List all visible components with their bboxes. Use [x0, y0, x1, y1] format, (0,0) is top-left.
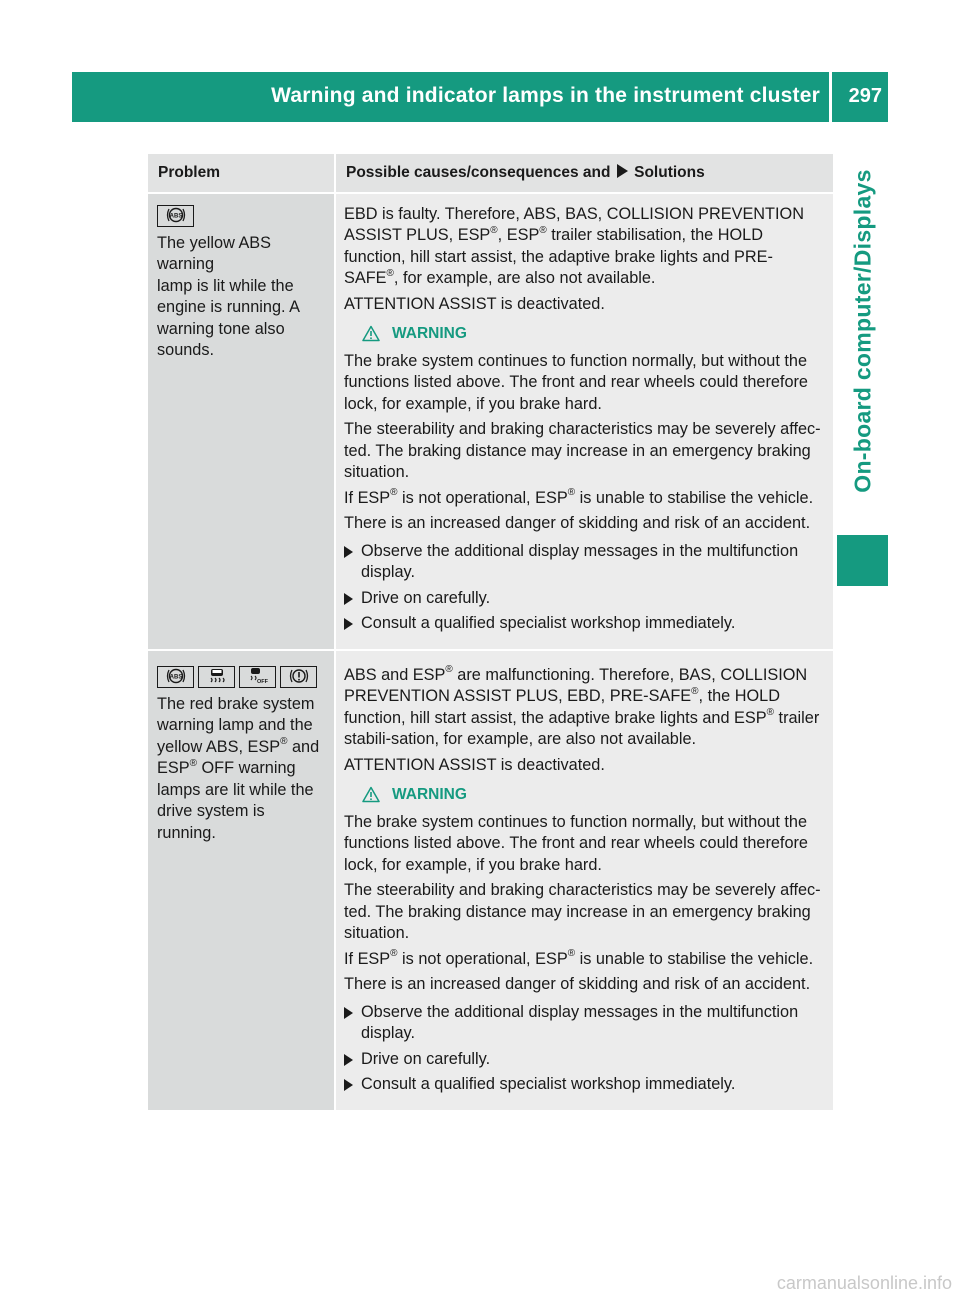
icon-row: [157, 666, 326, 688]
col-header-solutions-label: Solutions: [634, 164, 705, 181]
warning-paragraph: If ESP® is not operational, ESP® is unable to stabilise the vehicle.: [344, 487, 814, 507]
warning-triangle-icon: [362, 786, 380, 803]
solutions-cell: [336, 649, 833, 1110]
problem-line: lamp is lit while the: [157, 276, 294, 295]
warning-paragraph: The steerability and braking characteristics may be severely affec-ted. The braking distance may increase in an emergency braking situation.: [344, 420, 821, 481]
section-side-tab: [837, 122, 888, 586]
warning-paragraph: The brake system continues to function normally, but without the functions listed above. The front and rear wheels could therefore lock, for example, if you brake hard.: [344, 812, 808, 874]
warning-paragraph: If ESP® is not operational, ESP® is unable to stabilise the vehicle.: [344, 948, 814, 968]
table-header-row: [148, 154, 833, 192]
problem-line: sounds.: [157, 341, 215, 359]
page-header: [72, 72, 888, 122]
cause-paragraph: ABS and ESP® are malfunctioning. Therefore, BAS, COLLISION PREVENTION ASSIST PLUS, EBD, PRE-SAFE®, the HOLD function, hill start assist, the adaptive brake lights and ESP® trailer stabili-sation, for example, are also not available.: [344, 664, 820, 748]
step-arrow-icon: [344, 618, 353, 630]
solution-step: Drive on carefully.: [344, 1049, 827, 1071]
warning-heading: [362, 323, 827, 345]
brake-warning-icon: [280, 666, 317, 688]
step-arrow-icon: [344, 1079, 353, 1091]
col-header-causes: Possible causes/consequences and: [346, 164, 611, 181]
attention-assist-note: ATTENTION ASSIST is deactivated.: [344, 294, 605, 313]
solution-step: Drive on carefully.: [344, 588, 827, 610]
watermark: carmanualsonline.info: [776, 1273, 952, 1293]
warning-heading: [362, 784, 827, 806]
attention-assist-note: ATTENTION ASSIST is deactivated.: [344, 755, 605, 774]
table-row: [148, 649, 833, 1110]
solution-step: Observe the additional display messages in the multifunction display.: [344, 541, 827, 584]
esp-off-icon: [239, 666, 276, 688]
section-label: On-board computer/Displays: [849, 169, 875, 493]
step-arrow-icon: [344, 593, 353, 605]
problem-line: warning tone also: [157, 319, 285, 338]
solution-step: Consult a qualified specialist workshop immediately.: [344, 1074, 827, 1096]
svg-text:OFF: OFF: [256, 678, 268, 685]
step-arrow-icon: [344, 1007, 353, 1019]
problem-cell: [148, 192, 336, 649]
section-tab-block: [837, 535, 888, 586]
warning-paragraph: The brake system continues to function normally, but without the functions listed above. The front and rear wheels could therefore lock, for example, if you brake hard.: [344, 351, 808, 413]
abs-warning-icon: [157, 205, 194, 227]
step-arrow-icon: [344, 1054, 353, 1066]
warning-paragraph: There is an increased danger of skidding and risk of an accident.: [344, 975, 811, 993]
warning-label: WARNING: [392, 786, 467, 803]
page-number: 297: [848, 85, 882, 107]
table-row: [148, 192, 833, 649]
warning-label: WARNING: [392, 325, 467, 342]
page-header-title: Warning and indicator lamps in the instrument cluster: [271, 84, 820, 107]
abs-warning-icon: [157, 666, 194, 688]
problem-text: The red brake system warning lamp and the yellow ABS, ESP® and ESP® OFF warning lamps are lit while the drive system is running.: [157, 694, 320, 842]
header-separator: [829, 72, 832, 122]
warning-lamp-table: [148, 154, 833, 1110]
problem-text: [157, 233, 326, 362]
col-header-problem: Problem: [148, 154, 336, 192]
svg-text:ABS: ABS: [169, 213, 182, 220]
warning-paragraph: There is an increased danger of skidding and risk of an accident.: [344, 514, 811, 532]
solutions-cell: [336, 192, 833, 649]
warning-triangle-icon: [362, 325, 380, 342]
problem-line: engine is running. A: [157, 298, 301, 316]
solution-step: Consult a qualified specialist workshop immediately.: [344, 613, 827, 635]
col-header-solutions: [336, 154, 833, 192]
problem-cell: [148, 649, 336, 1110]
svg-text:ABS: ABS: [169, 674, 182, 681]
arrow-right-icon: [617, 164, 628, 178]
step-arrow-icon: [344, 546, 353, 558]
cause-paragraph: EBD is faulty. Therefore, ABS, BAS, COLLISION PREVENTION ASSIST PLUS, ESP®, ESP® trailer stabilisation, the HOLD function, hill start assist, the adaptive brake lights and PRE-SAFE®, for example, are also not available.: [344, 204, 804, 287]
solution-step: Observe the additional display messages in the multifunction display.: [344, 1002, 827, 1045]
warning-paragraph: The steerability and braking characteristics may be severely affec-ted. The braking distance may increase in an emergency braking situation.: [344, 881, 821, 942]
problem-line: The yellow ABS warning: [157, 233, 272, 273]
icon-row: [157, 205, 326, 227]
esp-skid-icon: [198, 666, 235, 688]
